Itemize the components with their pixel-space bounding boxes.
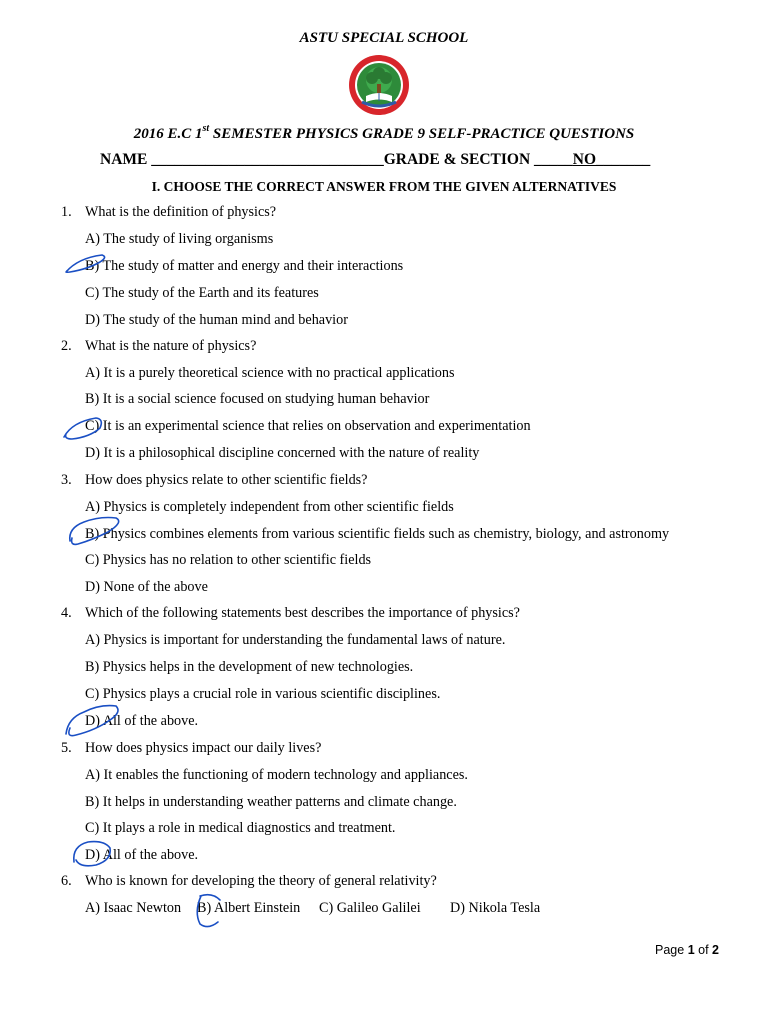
q6-option-c: C) Galileo Galilei <box>319 900 421 916</box>
question-number: 5. <box>61 740 72 756</box>
q3-option-b: B) Physics combines elements from various scientific fields such as chemistry, biology, and astronomy <box>85 526 670 542</box>
question-number: 4. <box>61 605 72 621</box>
q6-options-row <box>85 900 540 917</box>
question-5 <box>0 740 768 760</box>
q2-option-a: A) It is a purely theoretical science with no practical applications <box>85 365 455 381</box>
q5-option-b: B) It helps in understanding weather patterns and climate change. <box>85 794 457 810</box>
q1-option-c: C) The study of the Earth and its features <box>85 285 319 301</box>
school-logo <box>348 54 410 116</box>
question-text: Who is known for developing the theory of general relativity? <box>85 873 437 889</box>
question-text: What is the definition of physics? <box>85 204 277 220</box>
q2-option-c: C) It is an experimental science that relies on observation and experimentation <box>85 418 531 434</box>
q3-option-a: A) Physics is completely independent from other scientific fields <box>85 499 454 515</box>
q4-option-c: C) Physics plays a crucial role in various scientific disciplines. <box>85 686 441 702</box>
q3-option-c: C) Physics has no relation to other scientific fields <box>85 552 372 568</box>
q4-option-a: A) Physics is important for understanding the fundamental laws of nature. <box>85 632 506 648</box>
name-grade-section-line: NAME ______________________________GRADE & SECTION _____NO_______ <box>100 151 651 168</box>
exam-title: 2016 E.C 1st SEMESTER PHYSICS GRADE 9 SELF-PRACTICE QUESTIONS <box>133 123 635 142</box>
page-number: Page 1 of 2 <box>655 943 719 957</box>
question-6 <box>0 873 768 893</box>
q5-option-d: D) All of the above. <box>85 847 199 863</box>
q6-option-b: B) Albert Einstein <box>197 900 301 916</box>
question-text: How does physics relate to other scientific fields? <box>85 472 368 488</box>
question-number: 1. <box>61 204 72 220</box>
question-text: How does physics impact our daily lives? <box>85 740 322 756</box>
question-4 <box>0 605 768 625</box>
section-instruction: I. CHOOSE THE CORRECT ANSWER FROM THE GIVEN ALTERNATIVES <box>151 179 617 194</box>
q5-option-a: A) It enables the functioning of modern technology and appliances. <box>85 767 468 783</box>
question-2 <box>0 338 768 358</box>
q1-option-b: B) The study of matter and energy and their interactions <box>85 258 404 274</box>
question-number: 2. <box>61 338 72 354</box>
q4-option-d: D) All of the above. <box>85 713 199 729</box>
question-text: Which of the following statements best describes the importance of physics? <box>85 605 520 621</box>
q1-option-d: D) The study of the human mind and behavior <box>85 312 348 328</box>
q2-option-d: D) It is a philosophical discipline concerned with the nature of reality <box>85 445 480 461</box>
q5-option-c: C) It plays a role in medical diagnostics and treatment. <box>85 820 396 836</box>
school-name: ASTU SPECIAL SCHOOL <box>299 30 469 46</box>
question-3 <box>0 472 768 492</box>
question-number: 3. <box>61 472 72 488</box>
question-number: 6. <box>61 873 72 889</box>
q6-option-a: A) Isaac Newton <box>85 900 182 916</box>
q1-option-a: A) The study of living organisms <box>85 231 274 247</box>
q4-option-b: B) Physics helps in the development of new technologies. <box>85 659 414 675</box>
q3-option-d: D) None of the above <box>85 579 208 595</box>
q6-option-d: D) Nikola Tesla <box>450 900 541 916</box>
question-1 <box>0 204 768 224</box>
q2-option-b: B) It is a social science focused on studying human behavior <box>85 391 430 407</box>
question-text: What is the nature of physics? <box>85 338 257 354</box>
school-emblem-icon <box>348 54 410 116</box>
